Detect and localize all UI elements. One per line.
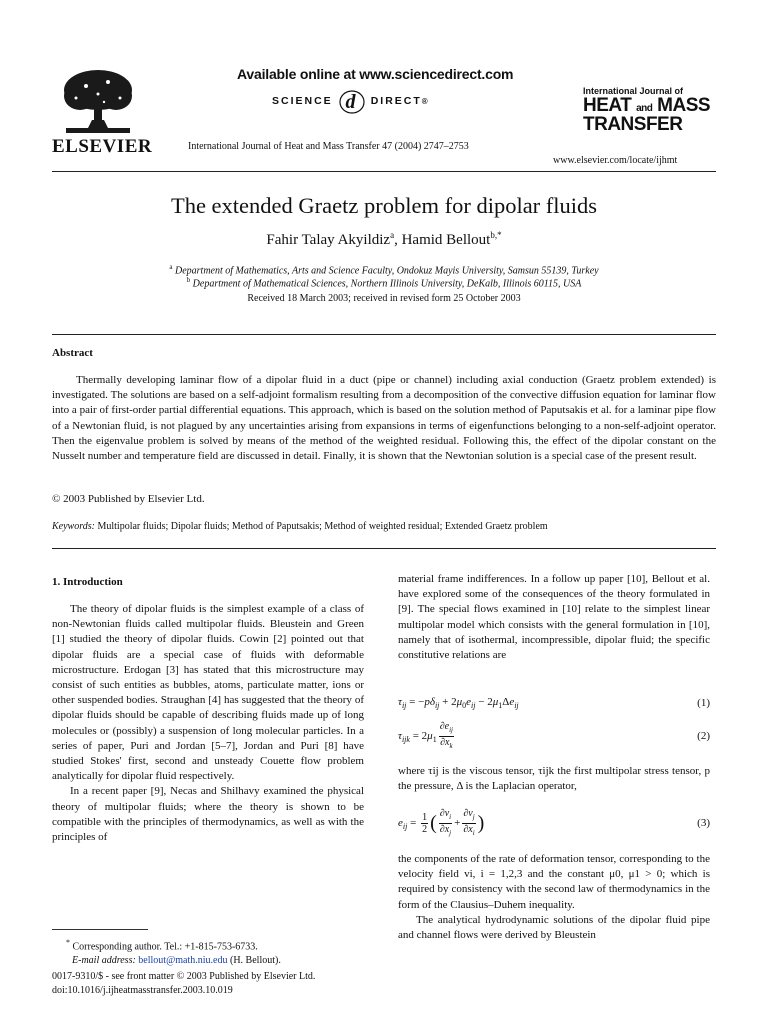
left-column xyxy=(52,602,364,845)
author-separator: , xyxy=(394,232,398,248)
right-paragraph-1: material frame indifferences. In a follow up paper [10], Bellout et al. have explored some of the consequences of the theory formulated in [9]. The special flows examined in [10] relate to the simplest linear multipolar model which consists with the general formulation in [10], namely that of isothermal, incompressible, dipolar fluid; the specific constitutive relations are xyxy=(398,573,710,662)
affiliation-a xyxy=(0,263,768,276)
keywords xyxy=(52,521,548,532)
intro-paragraph-1: The theory of dipolar fluids is the simplest example of a class of non-Newtonian fluids called multipolar fluids. Bleustein and Green [1] studied the theory of dipolar fluids. Cowin [2] pointed out that dipolar fluids are a special case of fluids with deformable microstructure. Erdogan [3] has stated that this microstructure may consist of such entities as bubbles, atoms, particulate matter, ions or other suspended bodies. Straughan [4] has suggested that the theory of dipolar fluids should be capable of describing fluids made up of long molecules or (possibly) a suspension of long molecular particles. In a series of paper, Puri and Jordan [5–7], Jordan and Puri [8] have studied Stokes' first, second and unsteady Couette flow problem analytically for dipolar fluid respectively. xyxy=(52,603,364,783)
section-heading-introduction: 1. Introduction xyxy=(52,576,123,588)
article-title: The extended Graetz problem for dipolar fluids xyxy=(170,193,598,218)
journal-logo-heat: HEAT xyxy=(583,95,632,116)
doi-line[interactable]: doi:10.1016/j.ijheatmasstransfer.2003.10.019 xyxy=(52,985,233,996)
direct-label: DIRECT xyxy=(370,95,422,107)
footnote-email-link[interactable]: bellout@math.niu.edu xyxy=(138,954,228,966)
keywords-label: Keywords: xyxy=(52,521,95,532)
registered-mark: ® xyxy=(421,96,428,106)
right-paragraph-4: The analytical hydrodynamic solutions of the dipolar fluid pipe and channel flows were derived by Bleustein xyxy=(398,913,710,942)
intro-paragraph-2: In a recent paper [9], Necas and Shilhavy examined the physical theory of multipolar fluids; where the theory is shown to be compatible with the principles of thermodynamics, as well as with the principles of xyxy=(52,785,364,844)
footnote-rule xyxy=(52,929,148,930)
svg-text:d: d xyxy=(345,91,358,113)
front-matter xyxy=(52,970,315,998)
equation-3-body: $e_{ij}$ = $\frac{1}{2}$ ( $\frac{\partial v_i}{\partial x_j}$ + $\frac{\partial v_j}{\partial x_i}$ ) xyxy=(398,807,485,837)
abstract-copyright: © 2003 Published by Elsevier Ltd. xyxy=(52,493,205,505)
abstract-bottom-rule xyxy=(52,548,716,549)
equation-1-number: (1) xyxy=(697,697,710,709)
equation-3-number: (3) xyxy=(697,817,710,829)
sciencedirect-logo xyxy=(272,86,428,116)
right-column xyxy=(398,572,710,663)
affiliation-b-mark: b xyxy=(186,276,191,284)
right-column-continued xyxy=(398,764,710,794)
equation-2-number: (2) xyxy=(697,730,710,742)
affiliation-b xyxy=(0,276,768,289)
sciencedirect-d-icon xyxy=(337,86,367,116)
footnotes xyxy=(52,936,281,967)
right-paragraph-2: where τij is the viscous tensor, τijk the first multipolar stress tensor, p the pressure, Δ is the Laplacian operator, xyxy=(398,765,710,793)
publisher-name: ELSEVIER xyxy=(52,136,153,157)
author-line xyxy=(0,230,768,249)
equation-2 xyxy=(398,720,710,750)
header-rule xyxy=(52,171,716,172)
keywords-text: Multipolar fluids; Dipolar fluids; Method of Paputsakis; Method of weighted residual; Extended Graetz problem xyxy=(97,521,548,532)
author-2: Hamid Bellout xyxy=(401,232,491,248)
affiliation-a-text: Department of Mathematics, Arts and Science Faculty, Ondokuz Mayis University, Samsun 55139, Turkey xyxy=(174,265,599,277)
elsevier-tree-logo xyxy=(58,68,138,134)
footnote-star: * xyxy=(66,938,70,947)
right-paragraph-3: the components of the rate of deformation tensor, corresponding to the velocity field vi, i = 1,2,3 and the constant μ0, μ1 > 0; which is required by consistency with the second law of thermodynamics in the form of the Clausius–Duhem inequality. xyxy=(398,853,710,911)
journal-logo-transfer: TRANSFER xyxy=(583,114,683,135)
science-label: SCIENCE xyxy=(272,95,333,107)
equation-2-body: $\tau_{ijk} = 2\mu_1$ $\frac{\partial e_{ij}}{\partial x_k}$ xyxy=(398,720,453,750)
journal-logo-line1: International Journal of xyxy=(583,86,684,96)
affiliation-a-mark: a xyxy=(169,263,173,271)
author-1-affil-mark: a xyxy=(390,230,395,240)
right-column-end xyxy=(398,852,710,943)
journal-url-link[interactable]: www.elsevier.com/locate/ijhmt xyxy=(553,155,678,166)
abstract-text: Thermally developing laminar flow of a dipolar fluid in a duct (pipe or channel) including axial conduction (Graetz problem extended) is investigated. The solutions are based on a self-adjoint formalism resulting from a decomposition of the convective diffusion equation for laminar flow into a pair of first-order partial differential equations. This approach, which is based on the solution method of Paputsakis et al. for a laminar pipe flow of a Newtonian fluid, is not plagued by any uncertainties arising from expansions in terms of eigenfunctions belonging to a non-self-adjoint operator. Then the eigenvalue problem is solved by means of the method of the weighted residual. Following this, the effect of the dipolar constant on the Nusselt number and temperature field are discussed in detail. Finally, it is shown that the Newtonian solution is a special case of the present result. xyxy=(52,374,716,463)
affiliation-b-text: Department of Mathematical Sciences, Northern Illinois University, DeKalb, Illinois 60115, USA xyxy=(192,278,582,290)
equation-1 xyxy=(398,692,710,714)
issn-line: 0017-9310/$ - see front matter © 2003 Published by Elsevier Ltd. xyxy=(52,971,316,982)
author-1: Fahir Talay Akyildiz xyxy=(266,232,391,248)
journal-logo xyxy=(583,87,723,134)
equation-3 xyxy=(398,808,710,838)
abstract-top-rule xyxy=(52,334,716,335)
journal-logo-and: and xyxy=(636,103,653,114)
author-2-affil-mark: b,* xyxy=(490,230,502,240)
abstract-heading: Abstract xyxy=(52,347,93,359)
journal-citation: International Journal of Heat and Mass Transfer 47 (2004) 2747–2753 xyxy=(188,141,469,152)
received-dates: Received 18 March 2003; received in revised form 25 October 2003 xyxy=(247,293,521,304)
journal-logo-mass: MASS xyxy=(657,95,711,116)
equation-1-body: $\tau_{ij} = -p\delta_{ij} + 2\mu_0e_{ij} - 2\mu_1\Delta e_{ij}$ xyxy=(398,695,519,711)
footnote-email-name: (H. Bellout). xyxy=(230,954,281,966)
available-online-text: Available online at www.sciencedirect.com xyxy=(237,66,514,82)
footnote-email-label: E-mail address: xyxy=(72,954,136,966)
footnote-corresponding: Corresponding author. Tel.: +1-815-753-6733. xyxy=(72,941,258,953)
